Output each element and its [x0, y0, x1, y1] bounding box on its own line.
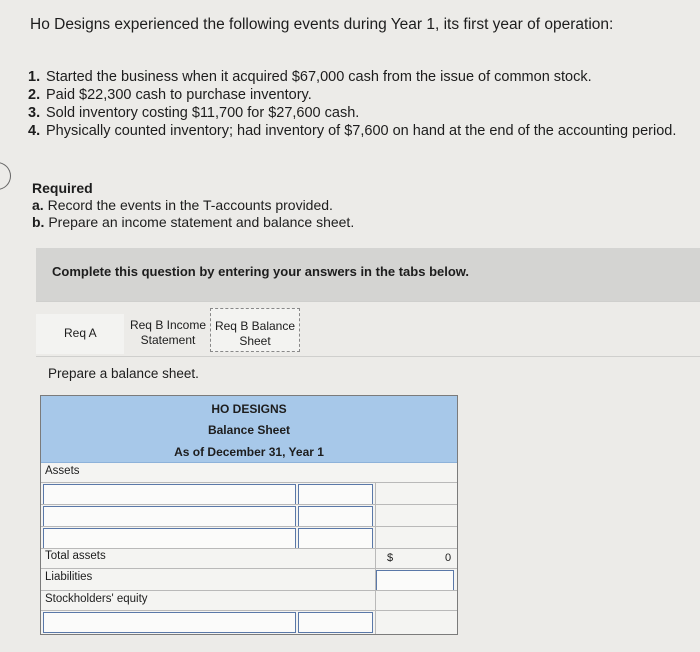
row-divider — [41, 526, 457, 527]
tab-req-b-income-statement[interactable] — [126, 318, 210, 348]
total-assets-dollar-sign: $ — [387, 552, 394, 564]
required-b-text: Prepare an income statement and balance sheet. — [48, 214, 355, 230]
required-item-a — [32, 197, 354, 214]
instruction-text: Complete this question by entering your answers in the tabs below. — [52, 264, 470, 279]
event-item — [28, 122, 676, 140]
required-section — [32, 180, 354, 231]
asset-2-label-input[interactable] — [43, 506, 296, 527]
row-divider — [41, 548, 457, 549]
event-item — [28, 104, 676, 122]
row-divider — [41, 482, 457, 483]
tab-label-line: Sheet — [239, 334, 271, 348]
asset-1-label-input[interactable] — [43, 484, 296, 505]
event-text: Physically counted inventory; had inventory of $7,600 on hand at the end of the accounting period. — [46, 123, 677, 139]
required-heading: Required — [32, 180, 93, 196]
tab-bar — [36, 301, 700, 357]
asset-3-amount-input[interactable] — [298, 528, 373, 549]
required-b-label: b. — [32, 214, 45, 230]
prepare-instruction: Prepare a balance sheet. — [48, 366, 199, 381]
page-curl-decoration — [0, 162, 11, 190]
event-text: Paid $22,300 cash to purchase inventory. — [46, 87, 312, 103]
event-item — [28, 68, 676, 86]
required-item-b — [32, 214, 354, 231]
equity-1-amount-input[interactable] — [298, 612, 373, 633]
balance-sheet-header — [41, 396, 457, 463]
total-assets-value: 0 — [445, 552, 452, 564]
balance-sheet-form — [40, 395, 458, 635]
liabilities-amount-input[interactable] — [376, 570, 454, 591]
assets-label: Assets — [45, 465, 80, 477]
tab-req-a-label: Req A — [64, 326, 97, 340]
statement-date: As of December 31, Year 1 — [174, 445, 324, 459]
equity-label: Stockholders' equity — [45, 593, 148, 605]
problem-intro: Ho Designs experienced the following events during Year 1, its first year of operation: — [30, 16, 614, 33]
tab-label-line: Req B Income — [129, 318, 207, 332]
required-a-text: Record the events in the T-accounts provided. — [47, 197, 333, 213]
asset-3-label-input[interactable] — [43, 528, 296, 549]
total-assets-label: Total assets — [45, 550, 106, 562]
instruction-panel — [36, 248, 700, 301]
event-number: 3. — [28, 105, 41, 121]
liabilities-label: Liabilities — [45, 571, 93, 583]
row-divider — [41, 610, 457, 611]
event-list — [28, 68, 676, 140]
event-number: 2. — [28, 87, 41, 103]
tab-req-a[interactable] — [36, 314, 124, 354]
event-text: Sold inventory costing $11,700 for $27,600 cash. — [46, 105, 360, 121]
tab-req-b-balance-sheet[interactable] — [210, 308, 300, 352]
tab-label-line: Statement — [140, 333, 196, 347]
required-a-label: a. — [32, 197, 44, 213]
event-number: 1. — [28, 69, 41, 85]
event-text: Started the business when it acquired $67,000 cash from the issue of common stock. — [46, 69, 592, 85]
event-number: 4. — [28, 123, 41, 139]
row-divider — [41, 590, 457, 591]
event-item — [28, 86, 676, 104]
statement-title: Balance Sheet — [207, 423, 291, 437]
equity-1-label-input[interactable] — [43, 612, 296, 633]
asset-2-amount-input[interactable] — [298, 506, 373, 527]
row-divider — [41, 568, 457, 569]
asset-1-amount-input[interactable] — [298, 484, 373, 505]
company-name: HO DESIGNS — [211, 402, 287, 416]
tab-label-line: Req B Balance — [214, 319, 296, 333]
row-divider — [41, 504, 457, 505]
